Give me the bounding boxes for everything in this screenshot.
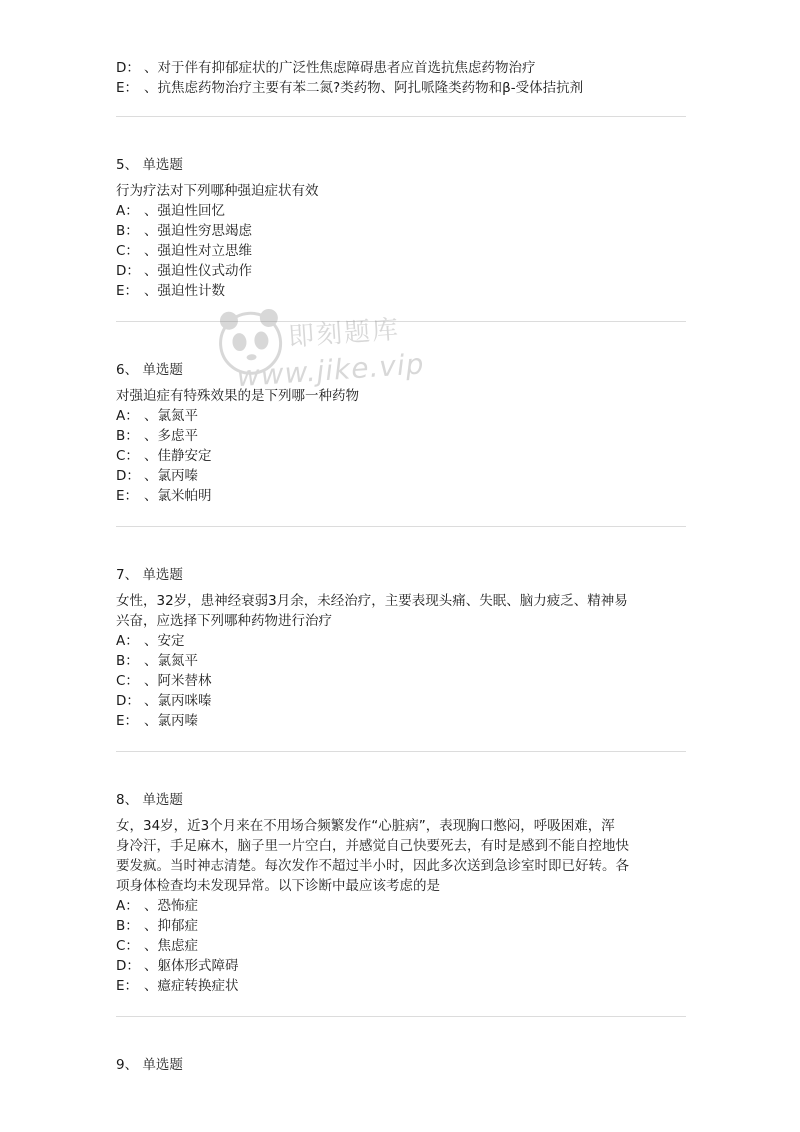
option-c[interactable]: C： 、佳静安定 (116, 448, 212, 464)
option-a[interactable]: A： 、氯氮平 (116, 408, 198, 424)
question-stem: 对强迫症有特殊效果的是下列哪一种药物 (116, 388, 359, 404)
question-stem: 女性，32岁，患神经衰弱3月余，未经治疗，主要表现头痛、失眠、脑力疲乏、精神易 兴奋，应选择下列哪种药物进行治疗 (116, 593, 628, 629)
option-text: 、抗焦虑药物治疗主要有苯二氮?类药物、阿扎哌隆类药物和β-受体拮抗剂 (144, 80, 584, 96)
option-e[interactable]: E： 、强迫性计数 (116, 283, 225, 299)
option-d[interactable] (116, 58, 686, 78)
option-d[interactable]: D： 、强迫性仪式动作 (116, 263, 252, 279)
option-a[interactable]: A： 、恐怖症 (116, 898, 198, 914)
question-stem: 女，34岁，近3个月来在不用场合频繁发作“心脏病”，表现胸口憋闷，呼吸困难，浑 身冷汗，手足麻木，脑子里一片空白，并感觉自己快要死去，有时是感到不能自控地快 要发疯。当时神志清楚。每次发作不超过半小时，因此多次送到急诊室时即已好转。各 项身体检查均未发现异常。以下诊断中最应该考虑的是 (116, 818, 629, 894)
option-text: 、对于伴有抑郁症状的广泛性焦虑障碍患者应首选抗焦虑药物治疗 (144, 60, 536, 76)
prev-question-options (116, 58, 686, 98)
question-header: 5、 单选题 (116, 157, 183, 173)
question-header: 6、 单选题 (116, 362, 183, 378)
option-e[interactable]: E： 、癔症转换症状 (116, 978, 239, 994)
option-a[interactable]: A： 、强迫性回忆 (116, 203, 225, 219)
option-b[interactable]: B： 、抑郁症 (116, 918, 198, 934)
option-d[interactable]: D： 、氯丙嗪 (116, 468, 198, 484)
question-header: 7、 单选题 (116, 567, 183, 583)
option-c[interactable]: C： 、焦虑症 (116, 938, 198, 954)
option-c[interactable]: C： 、强迫性对立思维 (116, 243, 252, 259)
option-d[interactable]: D： 、躯体形式障碍 (116, 958, 239, 974)
question-header: 9、 单选题 (116, 1057, 183, 1073)
option-letter: E： (116, 80, 139, 96)
document-page (116, 58, 686, 1075)
option-b[interactable]: B： 、多虑平 (116, 428, 198, 444)
option-e[interactable]: E： 、氯丙嗪 (116, 713, 198, 729)
watermark-url: www.jike.vip (235, 347, 426, 394)
option-letter: D： (116, 60, 140, 76)
option-e[interactable]: E： 、氯米帕明 (116, 488, 212, 504)
watermark-brand: 即刻题库 (287, 314, 402, 353)
question-header: 8、 单选题 (116, 792, 183, 808)
option-b[interactable]: B： 、氯氮平 (116, 653, 198, 669)
question-stem: 行为疗法对下列哪种强迫症状有效 (116, 183, 319, 199)
option-a[interactable]: A： 、安定 (116, 633, 185, 649)
option-e[interactable] (116, 78, 686, 98)
option-d[interactable]: D： 、氯丙咪嗪 (116, 693, 212, 709)
option-b[interactable]: B： 、强迫性穷思竭虑 (116, 223, 252, 239)
option-c[interactable]: C： 、阿米替林 (116, 673, 212, 689)
